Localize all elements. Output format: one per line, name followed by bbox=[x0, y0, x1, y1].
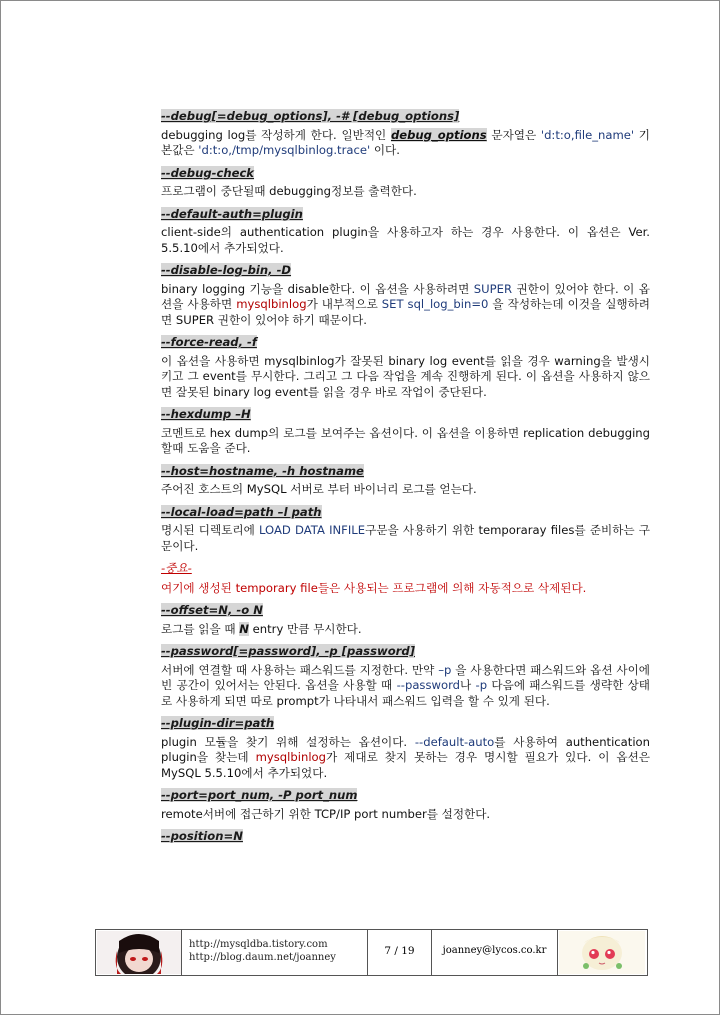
page-number: 7 / 19 bbox=[368, 930, 432, 975]
option-heading-debug-check bbox=[161, 166, 650, 182]
description-text: 권한이 있어야 한다. 이 옵션을 사용하면 bbox=[161, 281, 650, 311]
option-description-offset bbox=[161, 622, 650, 638]
option-heading-password bbox=[161, 644, 650, 660]
option-description-password bbox=[161, 663, 650, 710]
page-footer bbox=[95, 929, 648, 976]
description-text: SUPER bbox=[473, 281, 512, 296]
option-description-host bbox=[161, 482, 650, 498]
description-text: 서버에 연결할 때 사용하는 패스워드를 지정한다. 만약 bbox=[161, 662, 439, 677]
option-heading-hexdump bbox=[161, 407, 650, 423]
option-heading-default-auth bbox=[161, 207, 650, 223]
option-heading-offset bbox=[161, 603, 650, 619]
description-text: 를 사용하여 authentication plugin을 찾는데 bbox=[161, 734, 650, 764]
description-text: 이다. bbox=[370, 143, 400, 157]
option-name: --password[=password], -p [password] bbox=[161, 644, 415, 658]
option-description-local-load bbox=[161, 523, 650, 554]
description-text: 이 옵션을 사용하면 mysqlbinlog가 잘못된 binary log event를 읽을 경우 warning을 발생시키고 그 event를 무시한다. 그리고 그 다음 작업을 계속 진행하게 된다. 이 옵션을 사용하지 않으면 잘못된 binary log event를 읽을 경우 바로 작업이 중단된다. bbox=[161, 353, 650, 399]
option-heading-position bbox=[161, 829, 650, 845]
description-text: 을 작성하는데 이것을 실행하려면 SUPER 권한이 있어야 하기 때문이다. bbox=[161, 297, 650, 327]
option-description-plugin-dir bbox=[161, 735, 650, 782]
warning-text: 여기에 생성된 temporary file들은 사용되는 프로그램에 의해 자동적으로 삭제된다. bbox=[161, 580, 587, 595]
description-text: mysqlbinlog bbox=[255, 750, 326, 764]
author-email[interactable]: joanney@lycos.co.kr bbox=[432, 930, 558, 975]
description-text: entry 만큼 무시한다. bbox=[248, 621, 362, 636]
description-text: –p bbox=[438, 662, 452, 677]
option-name: --debug-check bbox=[161, 165, 255, 180]
description-text: client-side의 authentication plugin을 사용하고자 하는 경우 사용한다. 이 옵션은 Ver. 5.5.10에서 추가되었다. bbox=[161, 225, 650, 255]
description-text: 로그를 읽을 때 bbox=[161, 621, 240, 636]
description-text: remote서버에 접근하기 위한 TCP/IP port number를 설정한다. bbox=[161, 806, 491, 821]
option-name: --debug[=debug_options], -# [debug_options] bbox=[161, 109, 460, 123]
option-name: --hexdump –H bbox=[161, 407, 251, 421]
description-text: --password bbox=[396, 678, 461, 692]
description-text: debug_options bbox=[390, 127, 487, 142]
description-text: -p bbox=[475, 678, 488, 692]
description-text: 가 내부적으로 bbox=[306, 297, 382, 311]
description-text: 주어진 호스트의 MySQL 서버로 부터 바이너리 로그를 얻는다. bbox=[161, 482, 477, 496]
option-heading-debug bbox=[161, 109, 650, 125]
author-avatar-right bbox=[558, 930, 646, 975]
option-heading-plugin-dir bbox=[161, 716, 650, 732]
description-text: SET sql_log_bin=0 bbox=[381, 297, 489, 311]
option-description-port bbox=[161, 807, 650, 823]
description-text: 가 제대로 찾지 못하는 경우 명시할 필요가 있다. 이 옵션은 MySQL 5.5.10에서 추가되었다. bbox=[161, 750, 651, 780]
description-text: 코멘트로 hex dump의 로그를 보여주는 옵션이다. 이 옵션을 이용하면 replication debugging할때 도움을 준다. bbox=[161, 425, 650, 455]
description-text: 문자열은 bbox=[486, 127, 541, 142]
option-name: --position=N bbox=[161, 829, 243, 843]
description-text: binary logging 기능을 disable한다. 이 옵션을 사용하려면 bbox=[161, 281, 474, 296]
option-name: --offset=N, -o N bbox=[161, 603, 263, 617]
option-name: --plugin-dir=path bbox=[161, 716, 275, 730]
option-description-debug bbox=[161, 128, 650, 159]
description-text: debugging log를 작성하게 한다. 일반적인 bbox=[161, 127, 391, 142]
description-text: 나 bbox=[460, 678, 476, 692]
option-heading-disable-log-bin bbox=[161, 263, 650, 279]
option-name: --force-read, -f bbox=[161, 335, 257, 349]
option-heading-force-read bbox=[161, 335, 650, 351]
warning-title: -중요- bbox=[161, 561, 192, 575]
option-name: --disable-log-bin, -D bbox=[161, 263, 292, 277]
option-description-force-read bbox=[161, 354, 650, 401]
option-name: --local-load=path –l path bbox=[161, 504, 322, 519]
option-name: --port=port_num, -P port_num bbox=[161, 788, 358, 802]
description-text: 구문을 사용하기 위한 temporaray files를 준비하는 구문이다. bbox=[161, 523, 650, 553]
description-text: 을 사용한다면 패스워드와 옵션 사이에 빈 공간이 있어서는 안된다. 옵션을 사용할 때 bbox=[161, 662, 651, 692]
description-text: plugin 모듈을 찾기 위해 설정하는 옵션이다. bbox=[161, 734, 415, 749]
description-text: 프로그램이 중단될때 debugging정보를 출력한다. bbox=[161, 184, 417, 198]
description-text: 기본값은 bbox=[161, 127, 651, 157]
description-text: --default-auto bbox=[414, 734, 495, 749]
description-text: 'd:t:o,file_name' bbox=[540, 127, 635, 142]
option-name: --default-auth=plugin bbox=[161, 206, 303, 221]
description-text: LOAD DATA INFILE bbox=[259, 523, 366, 537]
description-text: N bbox=[239, 621, 249, 636]
document-body bbox=[161, 109, 650, 845]
option-description-default-auth bbox=[161, 225, 650, 256]
option-description-debug-check bbox=[161, 184, 650, 200]
description-text: mysqlbinlog bbox=[236, 297, 307, 311]
option-heading-local-load bbox=[161, 505, 650, 521]
blog-link-daum[interactable]: http://blog.daum.net/joanney bbox=[189, 952, 336, 963]
description-text: 다음에 패스워드를 생략한 상태로 사용하게 되면 따로 prompt가 나타내서 패스워드 입력을 할 수 있게 된다. bbox=[161, 678, 651, 708]
option-heading-host bbox=[161, 464, 650, 480]
blog-link-tistory[interactable]: http://mysqldba.tistory.com bbox=[189, 939, 328, 950]
footer-links bbox=[182, 930, 368, 975]
option-description-hexdump bbox=[161, 426, 650, 457]
option-description-disable-log-bin bbox=[161, 282, 650, 329]
option-name: --host=hostname, -h hostname bbox=[161, 463, 364, 478]
option-heading-port bbox=[161, 788, 650, 804]
description-text: 'd:t:o,/tmp/mysqlbinlog.trace' bbox=[198, 143, 371, 157]
author-avatar-left bbox=[96, 930, 182, 975]
description-text: 명시된 디렉토리에 bbox=[161, 523, 259, 537]
